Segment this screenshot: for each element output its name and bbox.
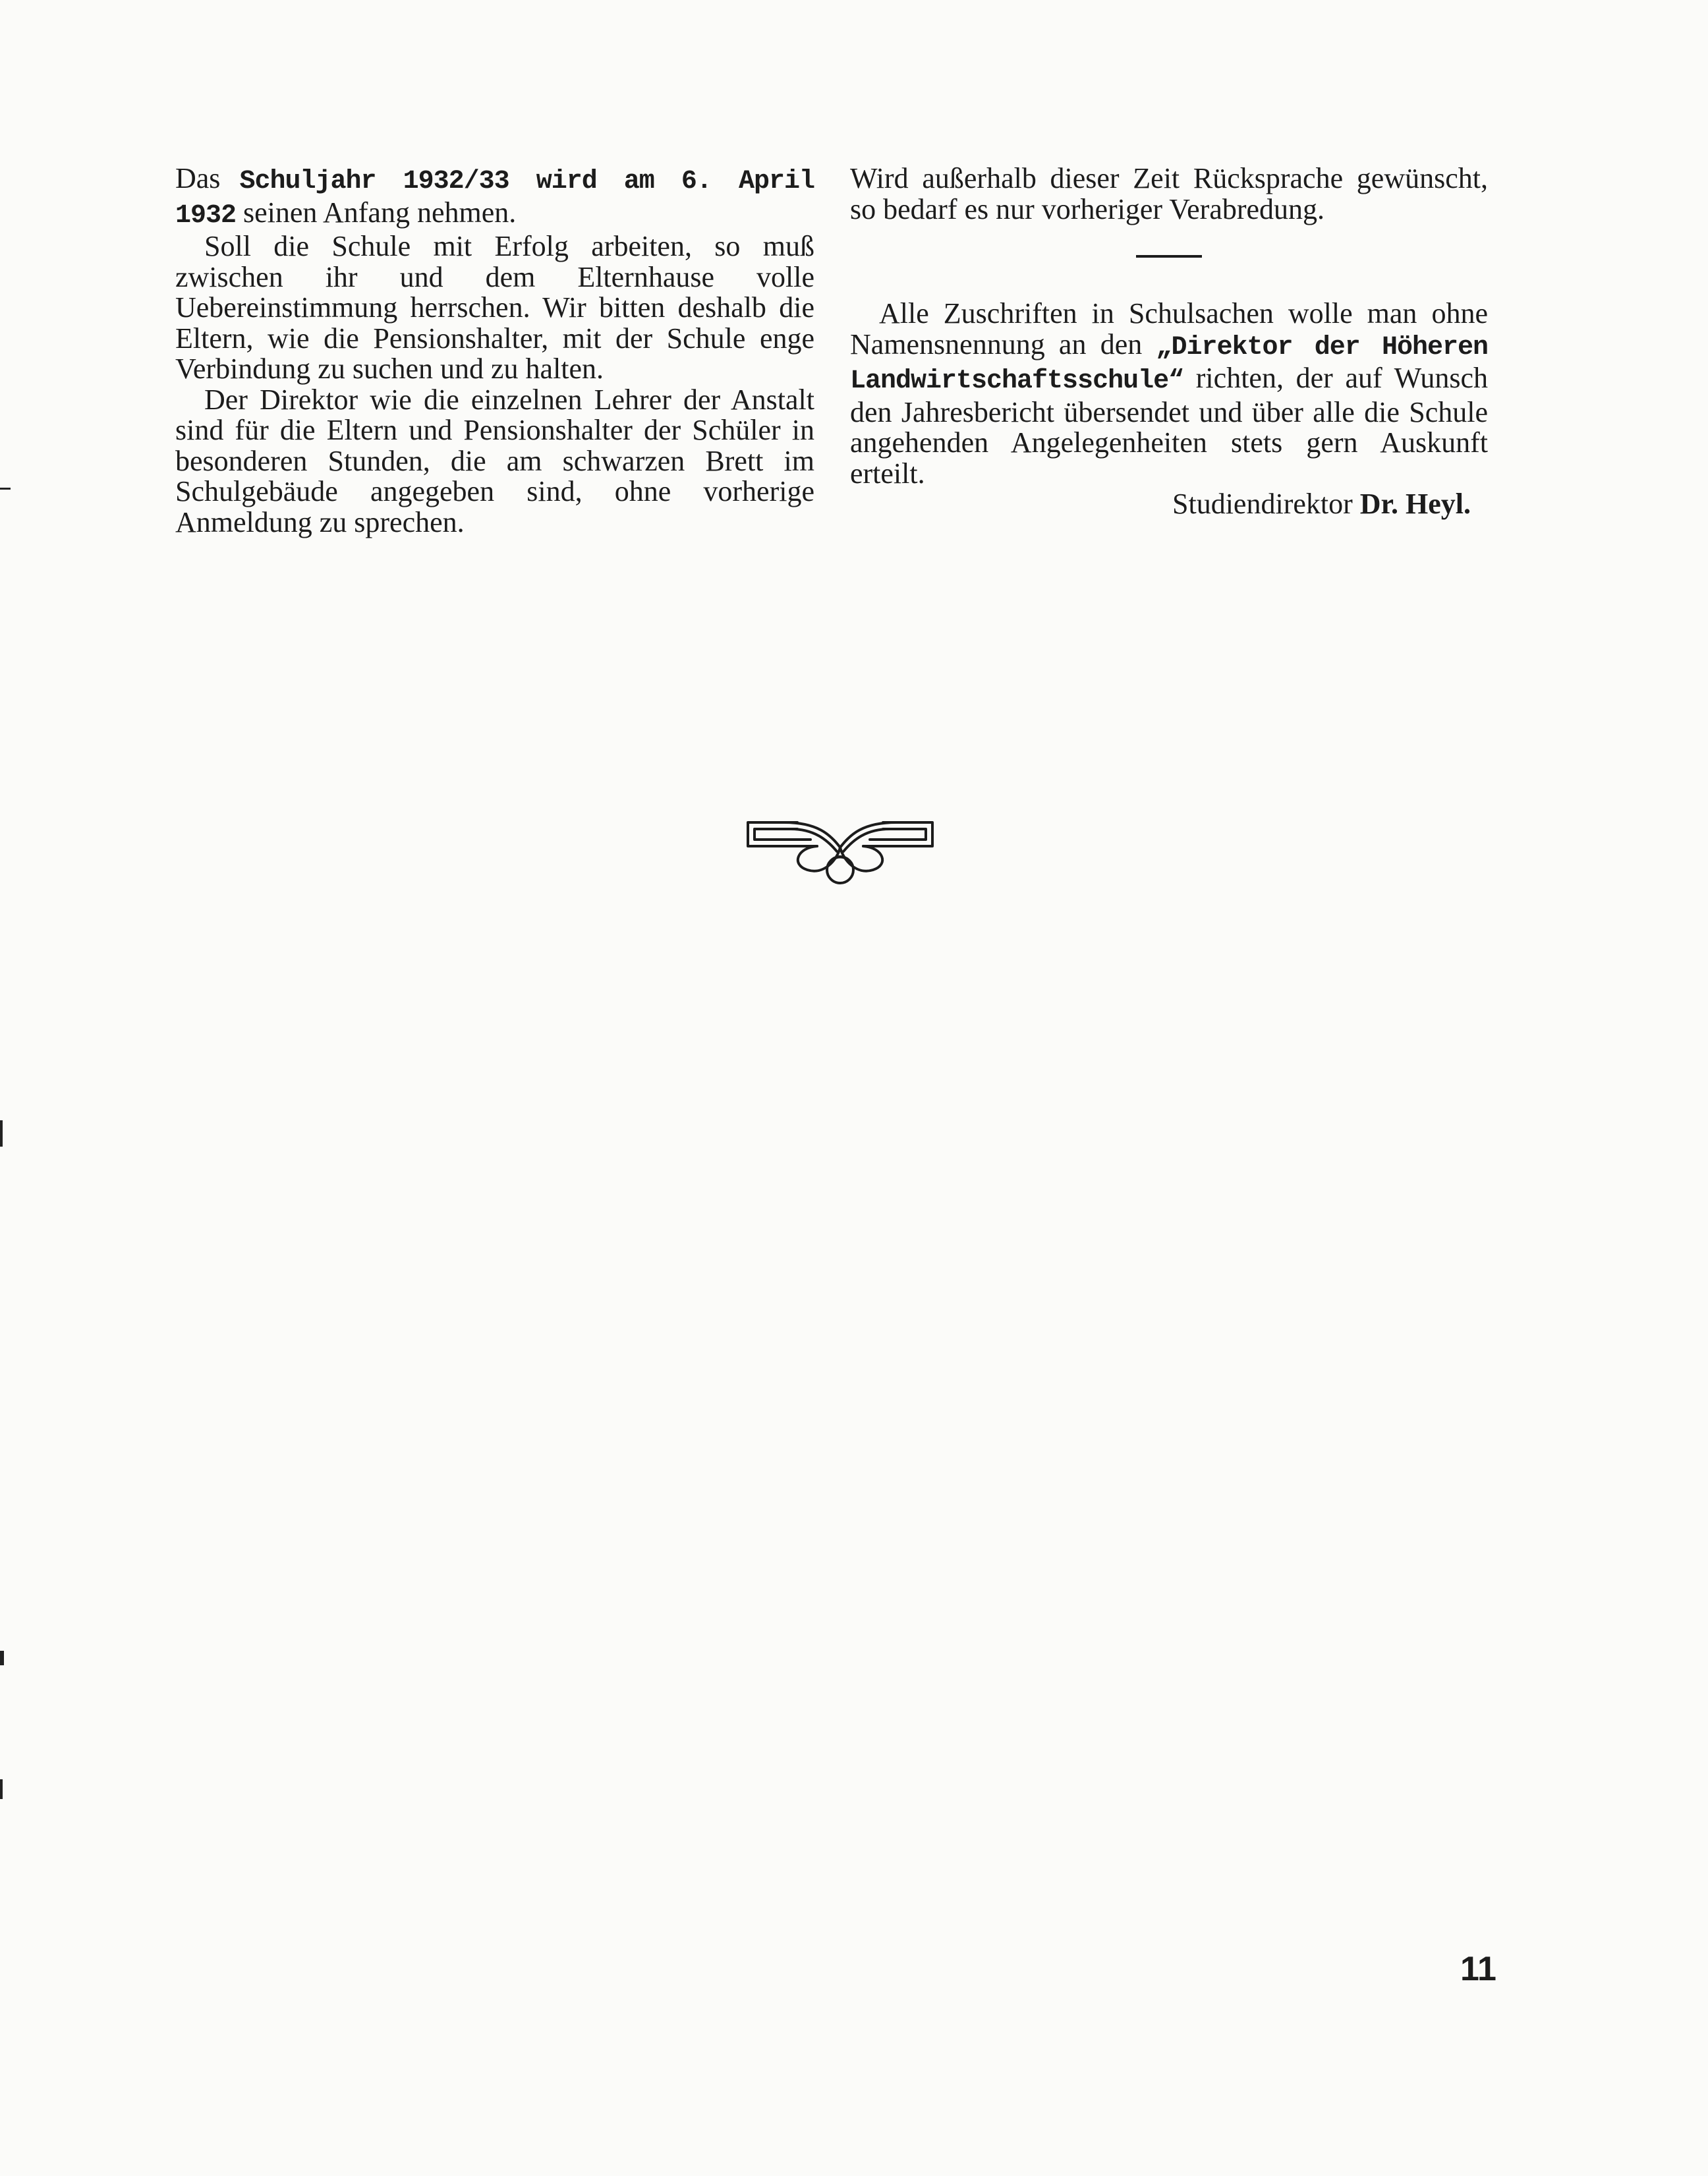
scan-edge-mark (0, 1651, 4, 1665)
scan-edge-mark (0, 1779, 3, 1799)
school-year-text-end: seinen Anfang nehmen. (236, 196, 517, 229)
correspondence-paragraph (850, 299, 1488, 489)
school-year-highlight: Schuljahr 1932/33 wird am 6. April 1932 (175, 167, 814, 231)
consultation-paragraph: Der Direktor wie die einzelnen Lehrer der Anstalt sind für die Eltern und Pensionshalter der Schüler in besonderen Stunden, die am schwarzen Brett im Schulgebäude angegeben sind, ohne vorherige Anmeldung zu sprechen. (175, 383, 814, 538)
section-divider (1136, 255, 1202, 258)
school-year-paragraph (175, 163, 814, 231)
director-address: „Direktor der Höheren Landwirtschaftsschule“ (850, 332, 1488, 396)
scan-edge-mark (0, 488, 11, 490)
right-column (850, 163, 1488, 520)
left-column (175, 163, 814, 538)
page-number: 11 (1460, 1950, 1496, 1988)
correspondence-text-start: Alle Zuschriften in Schulsachen wolle man ohne Namensnennung an den (850, 297, 1488, 360)
school-year-text-start: Das (175, 162, 240, 194)
scan-edge-mark (0, 1120, 3, 1147)
signature-title: Studiendirektor (1172, 488, 1360, 520)
appointment-paragraph: Wird außerhalb dieser Zeit Rücksprache gewünscht, so bedarf es nur vorheriger Verabredung. (850, 162, 1488, 225)
cooperation-paragraph: Soll die Schule mit Erfolg arbeiten, so muß zwischen ihr und dem Elternhause volle Uebereinstimmung herrschen. Wir bitten deshalb die Eltern, wie die Pensionshalter, mit der Schule enge Verbindung zu suchen und zu halten. (175, 230, 814, 385)
signature (850, 489, 1488, 520)
signature-name: Dr. Heyl. (1359, 488, 1471, 520)
correspondence-text-end: richten, der auf Wunsch den Jahresbericht übersendet und über alle die Schule angehenden Angelegenheiten stets gern Auskunft erteilt. (850, 362, 1488, 490)
decorative-ornament-icon (745, 808, 936, 887)
